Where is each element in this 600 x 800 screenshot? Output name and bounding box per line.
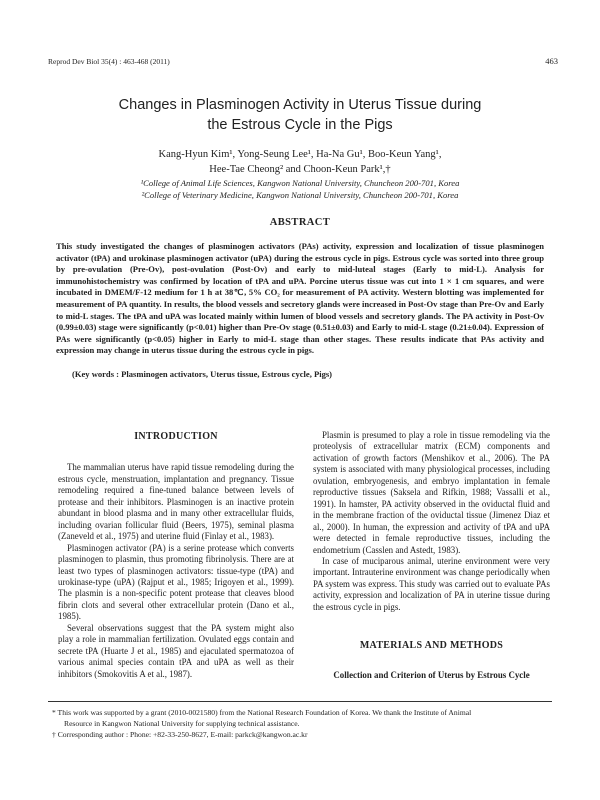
left-column bbox=[58, 431, 294, 680]
keywords: (Key words : Plasminogen activators, Uterus tissue, Estrous cycle, Pigs) bbox=[72, 369, 333, 379]
paragraph: In case of muciparous animal, uterine environment were very important. Intrauterine environment was change periodically when PA system was express. This study was carried out to evaluate PAs activity, expression and localization of PA in uterine tissue during the estrous cycle in pigs. bbox=[313, 555, 550, 612]
footnote: * This work was supported by a grant (2010-0021580) from the National Research Foundation of Korea. We thank the Institute of Animal bbox=[52, 708, 472, 717]
title-line: the Estrous Cycle in the Pigs bbox=[207, 117, 393, 133]
paper-title bbox=[0, 95, 600, 135]
author-line: Hee-Tae Cheong² and Choon-Keun Park¹,† bbox=[209, 164, 391, 175]
paragraph: The mammalian uterus have rapid tissue remodeling during the estrous cycle, menstruation, implantation and pregnancy. Tissue remodeling required a fine-tuned balance between levels of protease and their inhibitors. Plasminogen is an inactive protein abundant in blood plasma and in many other extracellular fluids, including ovarian follicular fluid (Beers, 1975), seminal plasma (Zaneveld et al., 1975) and uterine fluid (Finlay et al., 1983). bbox=[58, 462, 294, 542]
footnotes bbox=[52, 707, 552, 741]
footnote-divider bbox=[48, 701, 552, 702]
author-line: Kang-Hyun Kim¹, Yong-Seung Lee¹, Ha-Na Gu¹, Boo-Keun Yang¹, bbox=[158, 149, 442, 160]
title-line: Changes in Plasminogen Activity in Uterus Tissue during bbox=[118, 97, 482, 113]
paragraph: Plasminogen activator (PA) is a serine protease which converts plasminogen to plasmin, thus promoting fibrinolysis. There are at least two types of plasminogen activators: tissue-type (tPA) and urokinase-type (uPA) (Rajput et al., 1985; Irigoyen et al., 1999). The plasmin is a non-specific potent protease that cleaves blood fibrin clots and several other extracellular protein (Dano et al., 1985). bbox=[58, 542, 294, 622]
running-head: Reprod Dev Biol 35(4) : 463-468 (2011) bbox=[48, 57, 170, 66]
introduction-heading: INTRODUCTION bbox=[134, 431, 218, 442]
paragraph: Plasmin is presumed to play a role in tissue remodeling via the proteolysis of extracellular matrix (ECM) components and activation of growth factors (Menshikov et al., 2006). The PA system is associated with many physiological processes, including ovulation, embryogenesis, and embryo implantation in female reproductive tissues (Saksela and Rifkin, 1988; Vassalli et al., 1991). In hamster, PA activity observed in the oviductal fluid and in the membrane fraction of the oviductal tissue (Jimenez Diaz et al., 2000). In human, the expression and activity of tPA and uPA were detected in female reproductive tissues, including the endometrium (Casslen and Astedt, 1983). bbox=[313, 430, 550, 555]
footnote: † Corresponding author : Phone: +82-33-250-8627, E-mail: parkck@kangwon.ac.kr bbox=[52, 730, 308, 740]
right-column bbox=[313, 430, 550, 681]
methods-heading: MATERIALS AND METHODS bbox=[359, 640, 504, 652]
abstract-text: This study investigated the changes of plasminogen activators (PAs) activity, expression and localization of tissue plasminogen activator (tPA) and urokinase plasminogen activator (uPA) during the estrous cycle in pigs. Estrous cycle was sorted into three group by pre-ovulation (Pre-Ov), post-ovulation (Post-Ov) and early to mid-luteal stages (Early to mid-L). Analysis for immunohistochemistry was confirmed by location of tPA and uPA. Porcine uterus tissue was cut into 1 × 1 cm squares, and were incubated in DMEM/F-12 medium for 1 h at 38℃, 5% CO₂ for measurement of PA activity. Western blotting was implemented for measurement of PA quantity. In results, the blood vessels and secretory glands were increased in Post-Ov stage than Pre-Ov and Early to mid-L stages. The tPA and uPA was located mainly within lumen of blood vessels and secretory glands. The PA activity in Post-Ov (0.99±0.03) stage were significantly (p<0.01) higher than Pre-Ov stage (0.51±0.03) and Early to mid-L stage (0.21±0.04). Expression of PAs were significantly (p<0.05) higher in Early to mid-L stage than other stages. These results indicate that PAs activity and expression may change in uterus tissue during the estrous cycle in pigs. bbox=[56, 241, 544, 356]
affiliations bbox=[0, 177, 600, 201]
affiliation: ²College of Veterinary Medicine, Kangwon National University, Chuncheon 200-701, Korea bbox=[141, 190, 459, 200]
footnote-continuation: Resource in Kangwon National University for supplying technical assistance. bbox=[64, 719, 300, 729]
page-number: 463 bbox=[545, 56, 558, 66]
author-list bbox=[0, 147, 600, 177]
abstract-heading: ABSTRACT bbox=[269, 217, 331, 228]
paragraph: Several observations suggest that the PA system might also play a role in mammalian fertilization. Ovulated eggs contain and secrete tPA (Huarte J et al., 1985) and ejaculated spermatozoa of various animal species contain tPA and uPA as well as their inhibitors (Smokovitis A et al., 1987). bbox=[58, 622, 294, 679]
methods-subheading: Collection and Criterion of Uterus by Estrous Cycle bbox=[333, 669, 530, 680]
affiliation: ¹College of Animal Life Sciences, Kangwon National University, Chuncheon 200-701, Korea bbox=[140, 178, 460, 188]
